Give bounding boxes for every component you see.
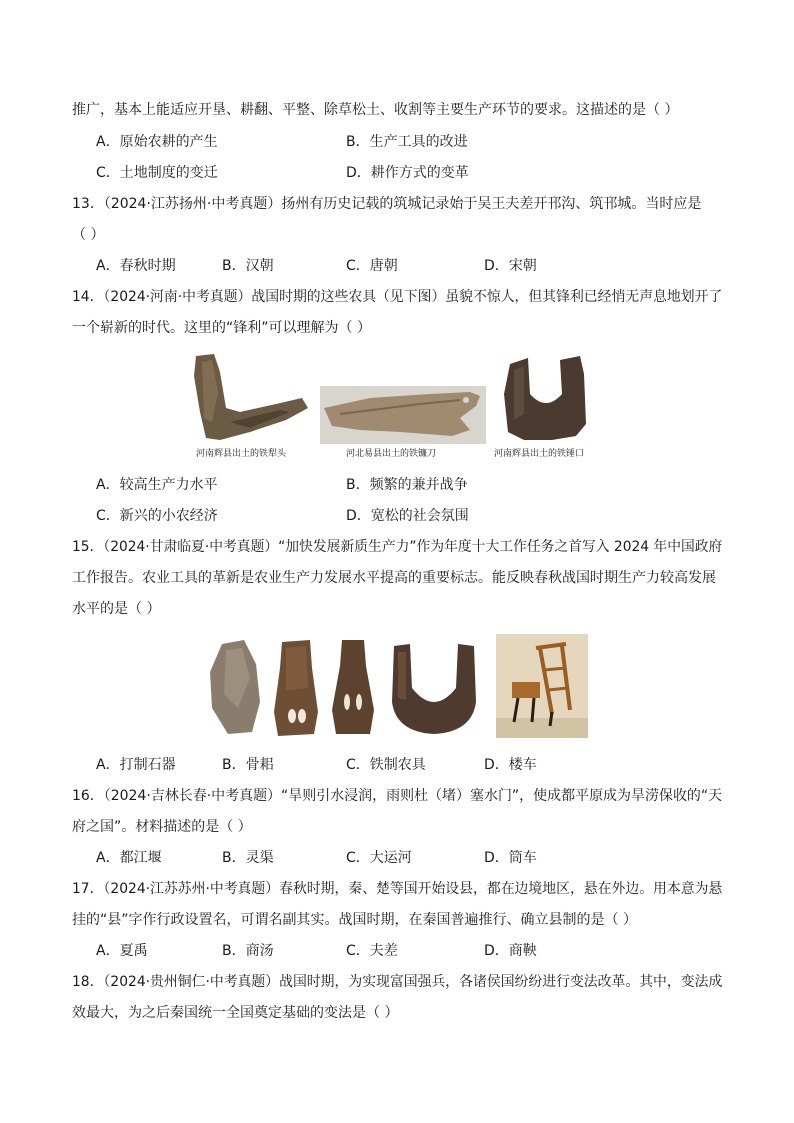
q14-option-c[interactable]: C．新兴的小农经济: [96, 508, 218, 524]
q15-option-c[interactable]: C．铁制农具: [346, 757, 426, 773]
q13-stem-line1: 13．（2024·江苏扬州·中考真题）扬州有历史记载的筑城记录始于吴王夫差开邗沟、筑邗城。当时应是: [72, 196, 702, 212]
q17-option-a[interactable]: A．夏禹: [96, 943, 148, 959]
q14-stem-line2: 一个崭新的时代。这里的“锋利”可以理解为（ ）: [72, 320, 371, 336]
q12-option-a[interactable]: A．原始农耕的产生: [96, 134, 218, 150]
q13-stem-line2: （ ）: [72, 227, 105, 243]
q18-stem-line2: 效最大，为之后秦国统一全国奠定基础的变法是（ ）: [72, 1005, 399, 1021]
q15-stem-line3: 水平的是（ ）: [72, 601, 161, 617]
q18-stem-line1: 18．（2024·贵州铜仁·中考真题）战国时期，为实现富国强兵，各诸侯国纷纷进行变法改革。其中，变法成: [72, 974, 723, 990]
q15-option-b[interactable]: B．骨耜: [222, 757, 274, 773]
q12-stem-tail: 推广，基本上能适应开垦、耕翻、平整、除草松土、收割等主要生产环节的要求。这描述的是（ ）: [72, 102, 679, 118]
q15-stem-line2: 工作报告。农业工具的革新是农业生产力发展水平提高的重要标志。能反映春秋战国时期生产力较高发展: [72, 570, 716, 586]
q17-option-b[interactable]: B．商汤: [222, 943, 274, 959]
q17-stem-line2: 挂的“县”字作行政设置名，可谓名副其实。战国时期，在秦国普遍推行、确立县制的是（ ）: [72, 912, 637, 928]
q13-option-c[interactable]: C．唐朝: [346, 258, 398, 274]
q16-option-a[interactable]: A．都江堰: [96, 850, 162, 866]
q16-option-d[interactable]: D．筒车: [484, 850, 537, 866]
q14-option-b[interactable]: B．频繁的兼并战争: [346, 477, 468, 493]
iron-sickle-image: [320, 386, 486, 444]
q16-stem-line1: 16．（2024·吉林长春·中考真题）“旱则引水浸润，雨则杜（堵）塞水门”，使成都平原成为旱涝保收的“天: [72, 788, 723, 804]
q12-option-c[interactable]: C．土地制度的变迁: [96, 165, 218, 181]
iron-plough-head-image: [190, 352, 312, 444]
bone-spade-image-2: [328, 638, 378, 738]
bone-spade-image-1: [270, 638, 322, 738]
q12-option-b[interactable]: B．生产工具的改进: [346, 134, 468, 150]
q14-caption-hoe: 河南辉县出土的铁锤口: [494, 449, 585, 459]
q15-stem-line1: 15．（2024·甘肃临夏·中考真题）“加快发展新质生产力”作为年度十大工作任务之首写入 2024 年中国政府: [72, 539, 723, 555]
q12-option-d[interactable]: D．耕作方式的变革: [346, 165, 469, 181]
q15-option-a[interactable]: A．打制石器: [96, 757, 176, 773]
q14-caption-sickle: 河北易县出土的铁镰刀: [346, 449, 437, 459]
stone-tool-image: [206, 638, 262, 738]
q13-option-b[interactable]: B．汉朝: [222, 258, 274, 274]
q14-stem-line1: 14．（2024·河南·中考真题）战国时期的这些农具（见下图）虽貌不惊人，但其锋利已经悄无声息地划开了: [72, 289, 723, 305]
iron-tool-image: [386, 638, 482, 738]
q16-stem-line2: 府之国”。材料描述的是（ ）: [72, 819, 252, 835]
q16-option-b[interactable]: B．灵渠: [222, 850, 274, 866]
q17-option-d[interactable]: D．商鞅: [484, 943, 537, 959]
lou-che-seeder-image: [496, 634, 588, 738]
q14-option-a[interactable]: A．较高生产力水平: [96, 477, 218, 493]
q13-option-d[interactable]: D．宋朝: [484, 258, 537, 274]
iron-hoe-image: [500, 354, 592, 444]
q15-option-d[interactable]: D．楼车: [484, 757, 537, 773]
q14-caption-plough: 河南辉县出土的铁犁头: [196, 449, 287, 459]
q16-option-c[interactable]: C．大运河: [346, 850, 412, 866]
q13-option-a[interactable]: A．春秋时期: [96, 258, 176, 274]
q17-option-c[interactable]: C．夫差: [346, 943, 398, 959]
q17-stem-line1: 17．（2024·江苏苏州·中考真题）春秋时期，秦、楚等国开始设县，都在边境地区，悬在外边。用本意为悬: [72, 881, 723, 897]
q14-option-d[interactable]: D．宽松的社会氛围: [346, 508, 469, 524]
